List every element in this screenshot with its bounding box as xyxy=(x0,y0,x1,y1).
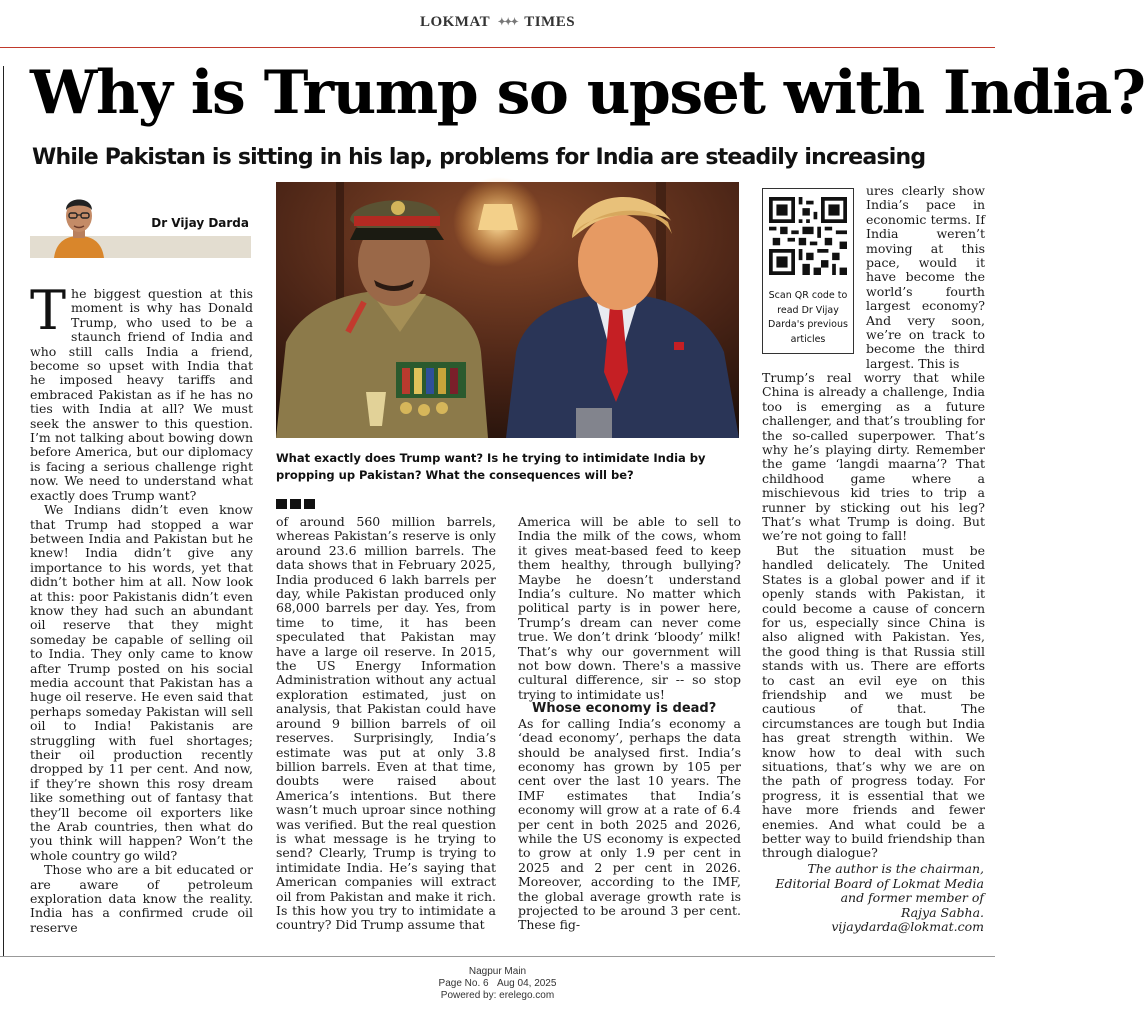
signoff-line: Rajya Sabha. xyxy=(900,904,984,920)
lion-emblem-icon: ✦✦✦ xyxy=(497,16,517,28)
author-name: Dr Vijay Darda xyxy=(151,216,249,230)
article-paragraph xyxy=(30,279,253,503)
qr-code-box[interactable] xyxy=(762,188,854,354)
article-paragraph: But the situation must be handled delicately. The United States is a global power and if it openly stands with Pakistan, it could become a cause of concern for us, especially since China is also aligned with Pakistan. Yes, the good thing is that Russia still stands with us. There are efforts to cast an evil eye on this friendship and we must be cautious of that. The circumstances are tough but India has great strength within. We know how to deal with such situations, that’s why we are on the path of progress today. For progress, it is essential that we have more friends and fewer enemies. And what could be a better way to build friendship than through dialogue? xyxy=(762,542,985,861)
article-column-3 xyxy=(518,515,741,933)
masthead-divider xyxy=(0,47,995,48)
article-paragraph: Trump’s real worry that while China is already a challenge, India too is emerging as a future challenger, and that’s troubling for the so-called superpower. That’s why he’s playing dirty. Remember the game ‘langdi maarna’? That childhood game where a mischievous kid tries to trip a runner by sticking out his leg? That’s what Trump is doing. But we’re not going to fall! xyxy=(762,370,985,544)
qr-code-icon[interactable] xyxy=(769,197,847,275)
edition-label: Nagpur Main xyxy=(468,966,527,977)
page-info xyxy=(0,978,995,990)
signoff-line: The author is the chairman, xyxy=(807,861,984,876)
article-paragraph: ures clearly show India’s pace in economic terms. If India weren’t moving at this pace, would it have become the world’s fourth largest economy? And very soon, we’re on track to become the third largest. This is xyxy=(866,183,985,371)
page-number: Page No. 6 xyxy=(438,978,489,989)
author-email[interactable]: vijaydarda@lokmat.com xyxy=(831,919,984,935)
article-paragraph: As for calling India’s economy a ‘dead economy’, perhaps the data should be analysed first. India’s economy has grown by 105 per cent over the last 10 years. The IMF estimates that India’s economy will grow at a rate of 6.4 per cent in both 2025 and 2026, while the US economy is expected to grow at only 1.9 per cent in 2025 and 2 per cent in 2026. Moreover, according to the IMF, the global average growth rate is projected to be around 3 per cent. These fig- xyxy=(518,715,741,933)
headline: Why is Trump so upset with India? xyxy=(30,58,1145,128)
masthead-right: TIMES xyxy=(524,14,576,30)
section-marker xyxy=(276,494,318,513)
page-footer xyxy=(0,966,995,1002)
photo-caption: What exactly does Trump want? Is he trying to intimidate India by propping up Pakistan? What the consequences will be? xyxy=(276,451,706,482)
powered-by[interactable]: Powered by: erelego.com xyxy=(440,990,555,1001)
article-photo xyxy=(276,182,739,438)
masthead-left: LOKMAT xyxy=(419,14,491,30)
photo-illustration xyxy=(276,182,739,438)
page-margin-rule xyxy=(3,66,4,956)
author-signoff xyxy=(762,862,984,935)
signoff-line: and former member of xyxy=(840,890,984,906)
article-paragraph: of around 560 million barrels, whereas Pakistan’s reserve is only around 23.6 million barrels. The data shows that in February 2025, India produced 6 lakh barrels per day, while Pakistan produced only 68,000 barrels per day. Yes, from time to time, it has been speculated that Pakistan may have a large oil reserve. In 2015, the US Energy Information Administration without any actual exploration estimated, just on analysis, that Pakistan could have around 9 billion barrels of oil reserves. Surprisingly, India’s estimate was put at only 3.8 billion barrels. Even at that time, doubts were raised about America’s intentions. But there wasn’t much uproar since nothing was verified. But the real question is what message is he trying to send? Clearly, Trump is trying to intimidate India. He’s saying that American companies will extract oil from Pakistan and make it rich. Is this how you try to intimidate a country? Did Trump assume that xyxy=(276,514,496,933)
author-avatar xyxy=(48,188,110,258)
paragraph-text: he biggest question at this moment is why has Donald Trump, who used to be a staunch friend of India and who still calls India a friend, become so upset with India that he imposed heavy tariffs and embraced Pakistan as if he has no ties with India at all? We must seek the answer to this question. I’m not talking about bowing down before America, but our diplomacy is facing a serious challenge right now. We need to understand what exactly does Trump want? xyxy=(30,286,253,503)
article-paragraph: We Indians didn’t even know that Trump had stopped a war between India and Pakistan but he knew! India didn’t give any importance to his words, yet that didn’t bother him at all. Now look at this: poor Pakistanis didn’t even know they had such an abundant oil reserve that they might someday be capable of selling oil to India. They only came to know after Trump posted on his social media account that Pakistan has a huge oil reserve. He even said that perhaps someday Pakistan will sell oil to India! Pakistanis are struggling with fuel shortages; their oil production recently dropped by 11 per cent. And now, if they’re shown this rosy dream like something out of fantasy that they’ll become oil exporters like the Arab countries, then what do you think will happen? Won’t the whole country go wild? xyxy=(30,502,253,863)
byline-block xyxy=(30,184,251,258)
article-column-4-top xyxy=(866,184,985,371)
article-paragraph: Those who are a bit educated or are aware of petroleum exploration data know the reality. India has a confirmed crude oil reserve xyxy=(30,862,253,935)
article-column-4 xyxy=(762,371,985,861)
drop-cap: T xyxy=(30,279,67,342)
subheadline: While Pakistan is sitting in his lap, problems for India are steadily increasing xyxy=(32,145,926,170)
article-paragraph: America will be able to sell to India the milk of the cows, whom it gives meat-based feed to keep them healthy, through bullying? Maybe he doesn’t understand India’s culture. No matter which political party is in power here, Trump’s dream can never come true. We don’t drink ‘bloody’ milk! That’s why our government will not bow down. There's a massive cultural difference, sir -- so stop trying to intimidate us! xyxy=(518,514,741,702)
section-subheading: Whose economy is dead? xyxy=(532,701,717,717)
article-column-2 xyxy=(276,515,496,933)
article-column-1 xyxy=(30,279,253,935)
qr-code-label: Scan QR code to read Dr Vijay Darda's previous articles xyxy=(768,290,848,345)
masthead xyxy=(0,14,995,31)
signoff-line: Editorial Board of Lokmat Media xyxy=(775,875,984,891)
footer-divider xyxy=(0,956,995,957)
publish-date: Aug 04, 2025 xyxy=(496,978,557,989)
